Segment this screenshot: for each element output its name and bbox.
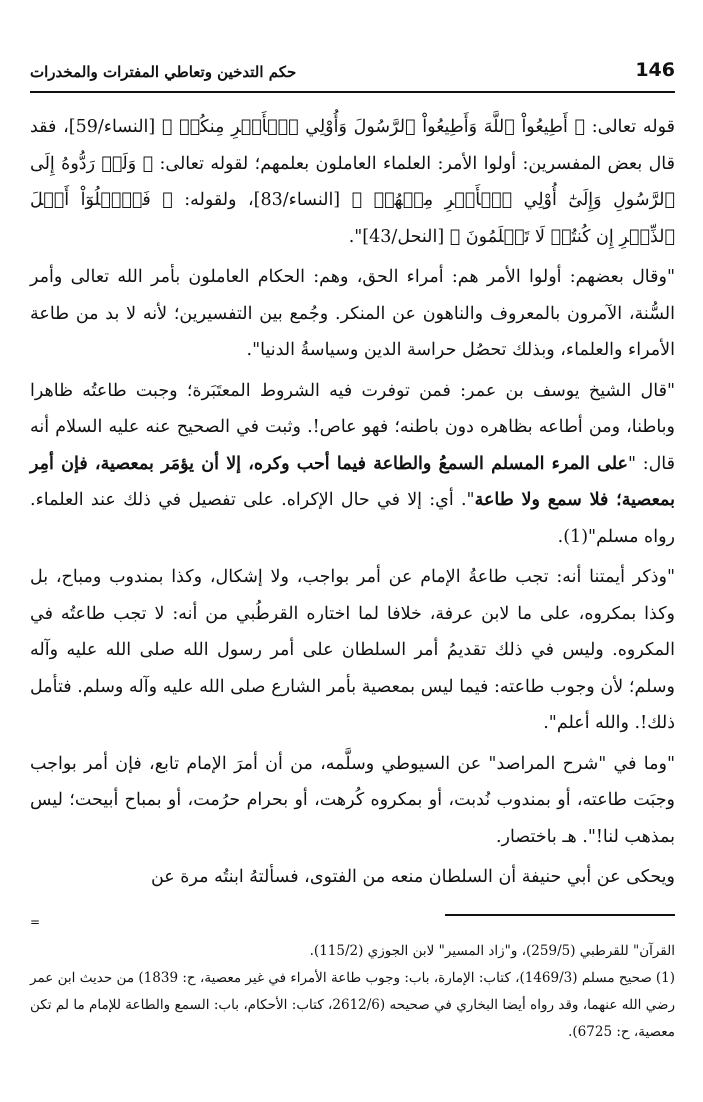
- page-header: [30, 55, 675, 93]
- text-segment: "وذكر أيمتنا أنه: تجب طاعةُ الإمام عن أمر بواجب، ولا إشكال، وكذا بمندوب ومباح، بل وكذا بمكروه، على ما لابن عرفة، خلافا لما اختاره القرطُبي من أنه: لا تجب طاعتُه في المكروه. وليس في ذلك تقديمُ أمر السلطان على أمر رسول الله صلى الله عليه وآله وسلم؛ لأن وجوب طاعته: فيما ليس بمعصية بأمر الشارع صلى الله عليه وآله وسلم. فتأمل ذلك!. والله أعلم".: [30, 567, 675, 733]
- paragraph: [30, 859, 675, 896]
- text-segment: "وما في "شرح المراصد" عن السيوطي وسلَّمه، من أن أمرَ الإمام تابع، فإن أمر بواجب وجبَت طاعته، أو بمندوب نُدبت، أو بمكروه كُرهت، أو بحرام حرُمت، أو بمباح أبيحت؛ ليس بمذهب لنا!". هـ باختصار.: [30, 753, 675, 847]
- paragraph: [30, 373, 675, 556]
- page-number: 146: [635, 59, 675, 81]
- paragraph: [30, 109, 675, 255]
- footnote: [30, 938, 675, 965]
- body-text: [30, 109, 675, 896]
- text-segment: "وقال بعضهم: أولوا الأمر هم: أمراء الحق، وهم: الحكام العاملون بأمر الله تعالى وأمر السُّنة، الآمرون بالمعروف والناهون عن المنكر. وجُمع بين التفسيرين؛ لأنه لا بد من طاعة الأمراء والعلماء، وبذلك تحصُل حراسة الدين وسياسةُ الدنيا".: [30, 267, 676, 360]
- text-segment: ". أي: إلا في حال الإكراه. على تفصيل في ذلك عند العلماء. رواه مسلم"(1).: [30, 490, 675, 547]
- running-title: حكم التدخين وتعاطي المفترات والمخدرات: [30, 63, 297, 81]
- continuation-row: [30, 916, 675, 930]
- text-segment: ويحكى عن أبي حنيفة أن السلطان منعه من الفتوى، فسألتهُ ابنتُه مرة عن: [150, 867, 675, 887]
- paragraph: [30, 559, 675, 742]
- footnote: [30, 965, 675, 1046]
- text-segment: "قال الشيخ يوسف بن عمر: فمن توفرت فيه الشروط المعتَبَرة؛ وجبت طاعتُه ظاهرا وباطنا، ومن أطاعه بظاهره دون باطنه؛ فهو عاص!. وثبت في الصحيح عنه عليه السلام أنه قال: ": [30, 380, 676, 474]
- paragraph: [30, 746, 675, 856]
- text-segment: قوله تعالى: ﴿ أَطِيعُواْ ٱللَّهَ وَأَطِيعُواْ ٱلرَّسُولَ وَأُوْلِي ٱلۡأَمۡرِ مِنكُمۡ ﴾ [النساء/59]، فقد قال بعض المفسرين: أولوا الأمر: العلماء العاملون بعلمهم؛ لقوله تعالى: ﴿ وَلَوۡ رَدُّوهُ إِلَى ٱلرَّسُولِ وَإِلَىٰٓ أُوْلِي ٱلۡأَمۡرِ مِنۡهُمۡ ﴾ [النساء/83]، ولقوله: ﴿ فَسۡ‍َٔلُوٓاْ أَهۡلَ ٱلذِّكۡرِ إِن كُنتُمۡ لَا تَعۡلَمُونَ ﴾ [النحل/43]".: [30, 117, 675, 247]
- book-page: [30, 55, 675, 1046]
- continuation-mark: =: [30, 914, 41, 929]
- footnotes: [30, 938, 675, 1046]
- footnote-number: (1): [655, 969, 676, 986]
- footnote-text: صحيح مسلم (1469/3)، كتاب: الإمارة، باب: وجوب طاعة الأمراء في غير معصية، ح: 1839) من حديث ابن عمر رضي الله عنهما، وقد رواه أيضا البخاري في صحيحه (2612/6، كتاب: الأحكام، باب: السمع والطاعة للإمام ما لم تكن معصية، ح: 6725).: [30, 969, 675, 1040]
- paragraph: [30, 259, 675, 369]
- footnote-text: القرآن" للقرطبي (259/5)، و"زاد المسير" لابن الجوزي (115/2).: [309, 942, 675, 959]
- hadith-text: على المرء المسلم السمعُ والطاعة فيما أحب وكره، إلا أن يؤمَر بمعصية، فإن أمِر بمعصية؛ فلا سمع ولا طاعة: [30, 453, 675, 510]
